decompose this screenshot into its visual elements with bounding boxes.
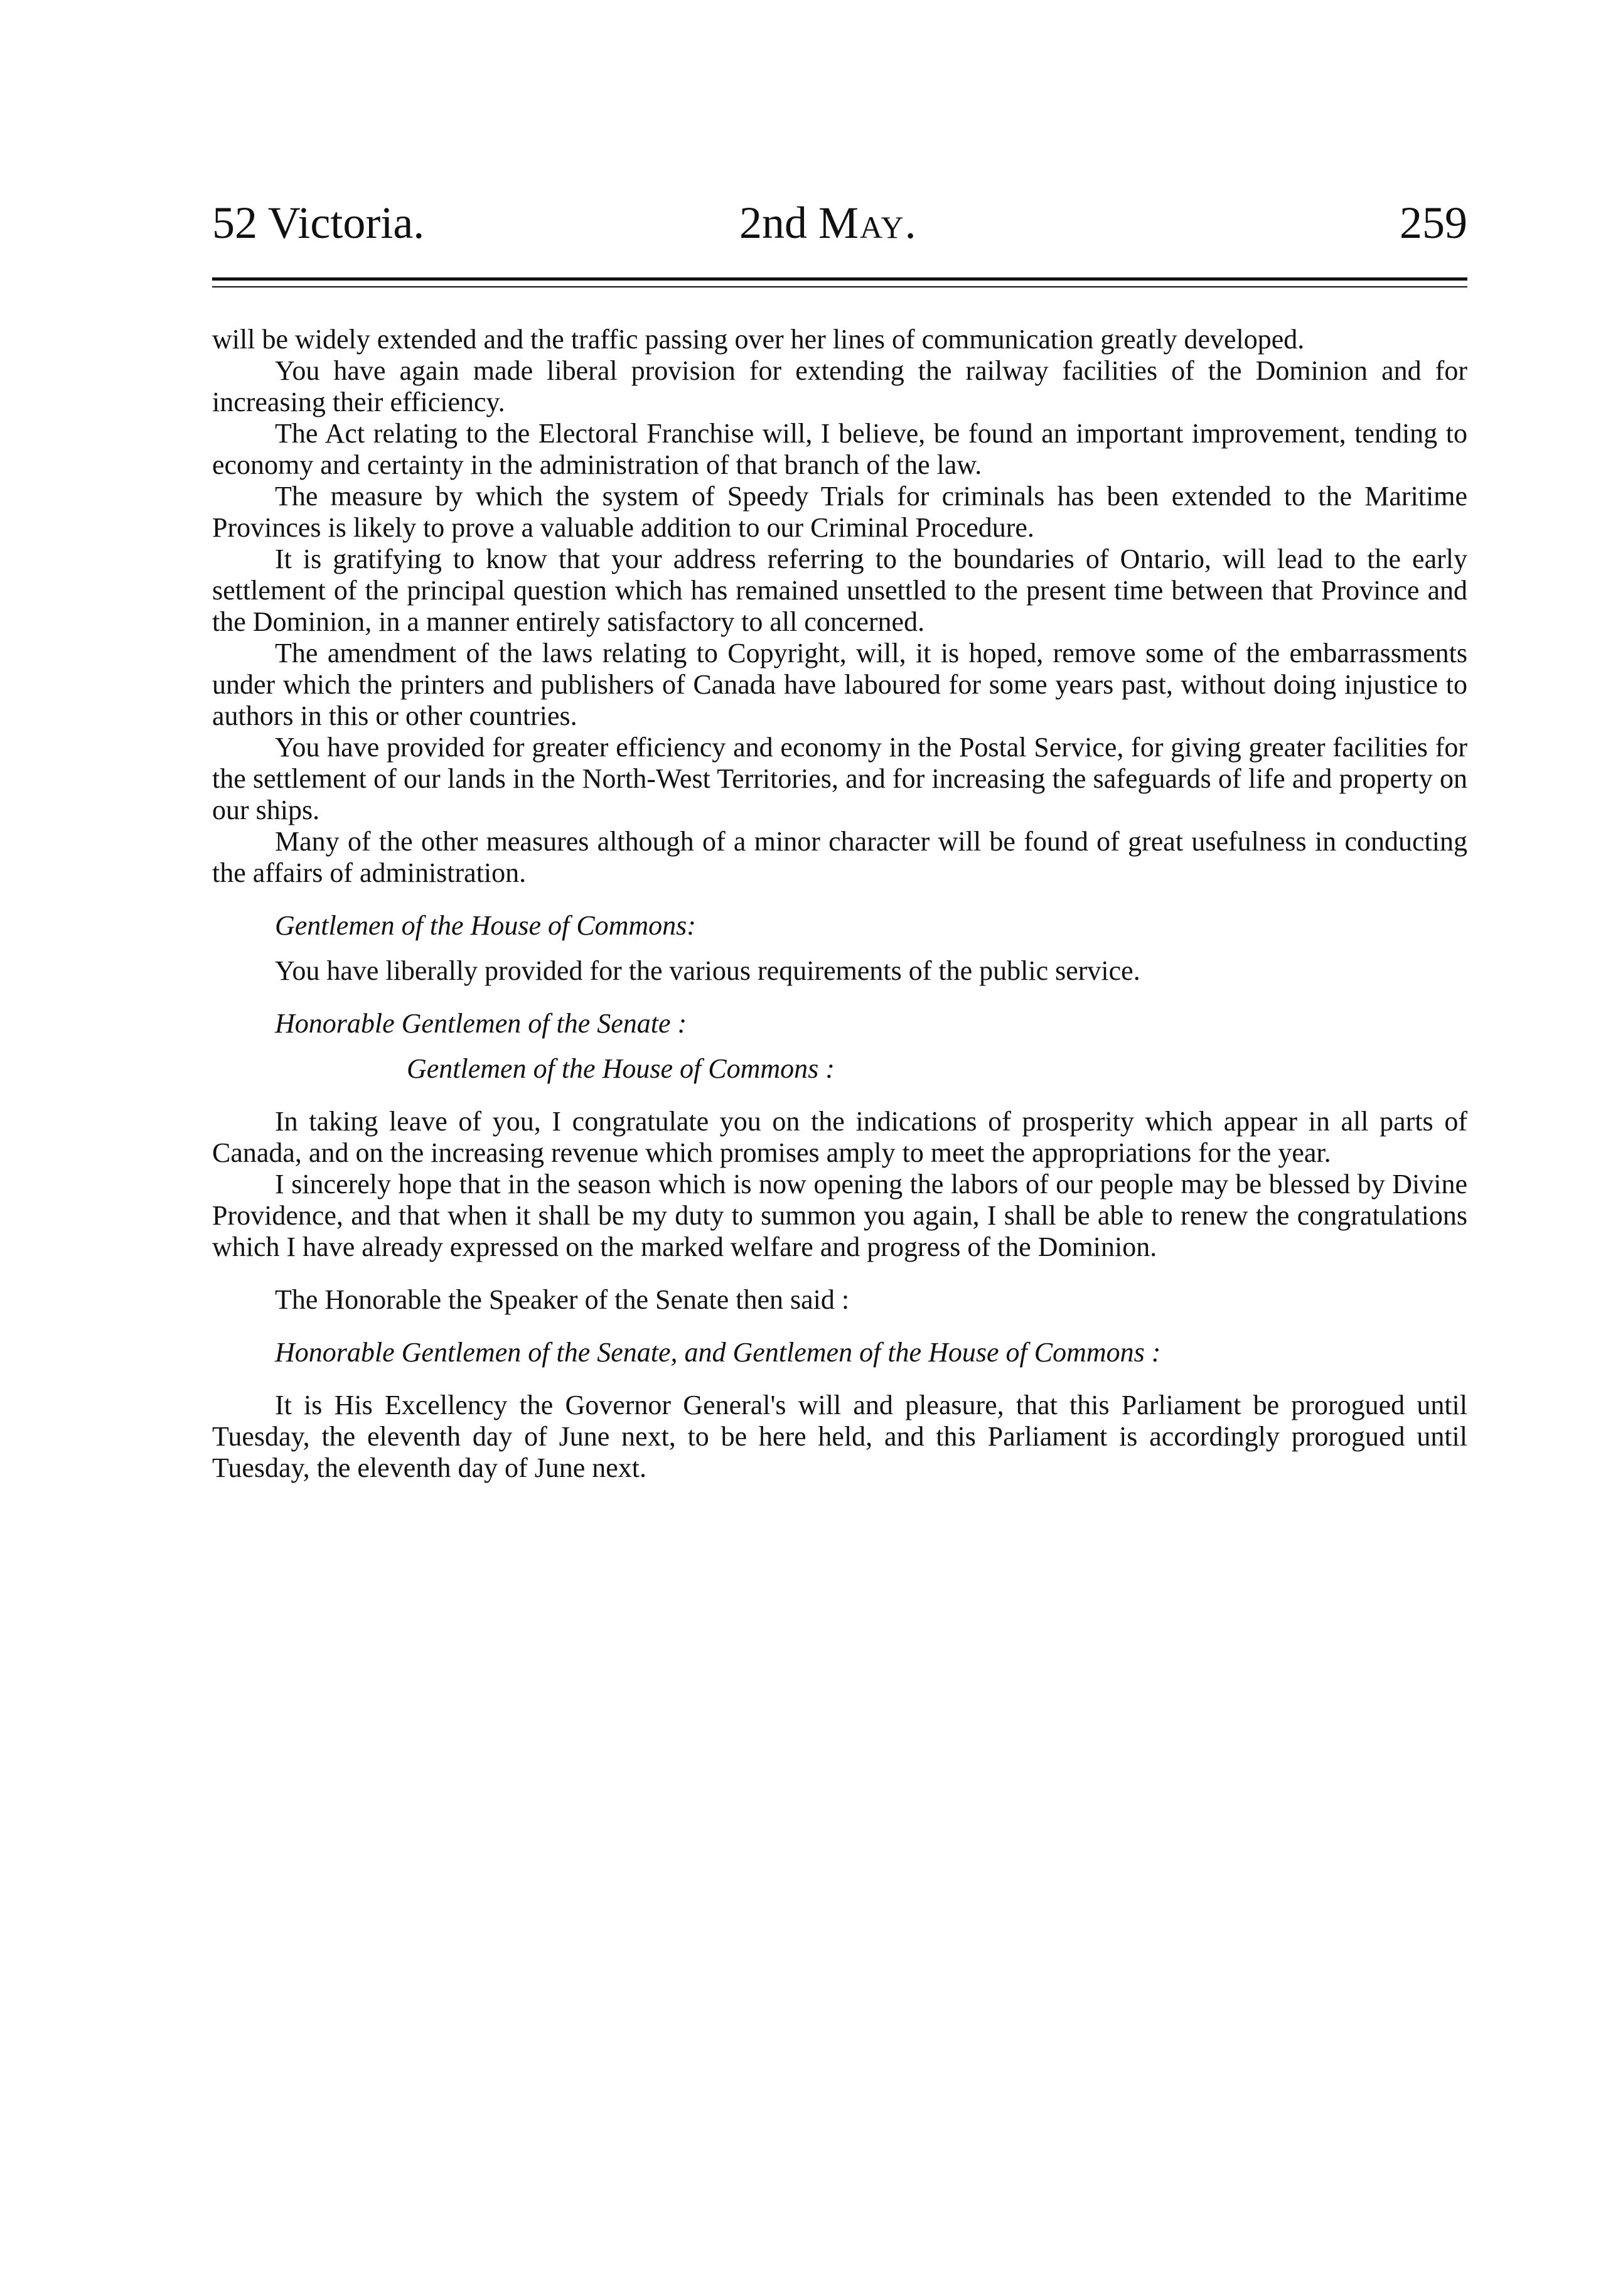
paragraph-9: You have liberally provided for the various requirements of the public service.: [275, 955, 1140, 986]
heading-commons-2: Gentlemen of the House of Commons :: [407, 1053, 835, 1084]
paragraph-11: I sincerely hope that in the season which is now opening the labors of our people may be blessed by Divine Providence, and that when it shall be my duty to summon you again, I shall be able to renew the congratulations which I have already expressed on the marked welfare and progress of the Dominion.: [212, 1169, 1467, 1262]
paragraph-3: The Act relating to the Electoral Franchise will, I believe, be found an important improvement, tending to economy and certainty in the administration of that branch of the law.: [212, 418, 1467, 480]
heading-senate-commons: Honorable Gentlemen of the Senate, and Gentlemen of the House of Commons :: [275, 1337, 1161, 1368]
date-heading: [739, 188, 918, 257]
header-rule-thick: [212, 277, 1467, 281]
heading-commons: Gentlemen of the House of Commons:: [275, 910, 696, 941]
paragraph-8: Many of the other measures although of a minor character will be found of great usefulness in conducting the affairs of administration.: [212, 826, 1467, 888]
paragraph-7: You have provided for greater efficiency and economy in the Postal Service, for giving greater facilities for the settlement of our lands in the North-West Territories, and for increasing the safeguards of life and property on our ships.: [212, 732, 1467, 825]
paragraph-1: will be widely extended and the traffic passing over her lines of communication greatly developed.: [212, 324, 1305, 355]
page-number: 259: [1400, 198, 1467, 248]
date-day: 2nd: [739, 198, 818, 248]
paragraph-4: The measure by which the system of Speedy Trials for criminals has been extended to the Maritime Provinces is likely to prove a valuable addition to our Criminal Procedure.: [212, 481, 1467, 543]
paragraph-13: It is His Excellency the Governor General's will and pleasure, that this Parliament be prorogued until Tuesday, the eleventh day of June next, to be here held, and this Parliament is accordingly prorogued until Tuesday, the eleventh day of June next.: [212, 1390, 1467, 1483]
paragraph-5: It is gratifying to know that your address referring to the boundaries of Ontario, will lead to the early settlement of the principal question which has remained unsettled to the present time between that Province and the Dominion, in a manner entirely satisfactory to all concerned.: [212, 544, 1467, 637]
regnal-year: 52 Victoria.: [212, 198, 425, 248]
paragraph-10: In taking leave of you, I congratulate you on the indications of prosperity which appear in all parts of Canada, and on the increasing revenue which promises amply to meet the appropriations for the year.: [212, 1106, 1467, 1168]
date-month: May.: [818, 198, 918, 248]
speech-text: [212, 324, 1467, 1484]
paragraph-2: You have again made liberal provision for extending the railway facilities of the Dominion and for increasing their efficiency.: [212, 355, 1467, 417]
heading-senate: Honorable Gentlemen of the Senate :: [275, 1008, 687, 1039]
paragraph-6: The amendment of the laws relating to Copyright, will, it is hoped, remove some of the embarrassments under which the printers and publishers of Canada have laboured for some years past, without doing injustice to authors in this or other countries.: [212, 638, 1467, 731]
running-head: [212, 188, 1467, 257]
header-rule-thin: [212, 286, 1467, 287]
paragraph-12: The Honorable the Speaker of the Senate then said :: [275, 1284, 850, 1315]
